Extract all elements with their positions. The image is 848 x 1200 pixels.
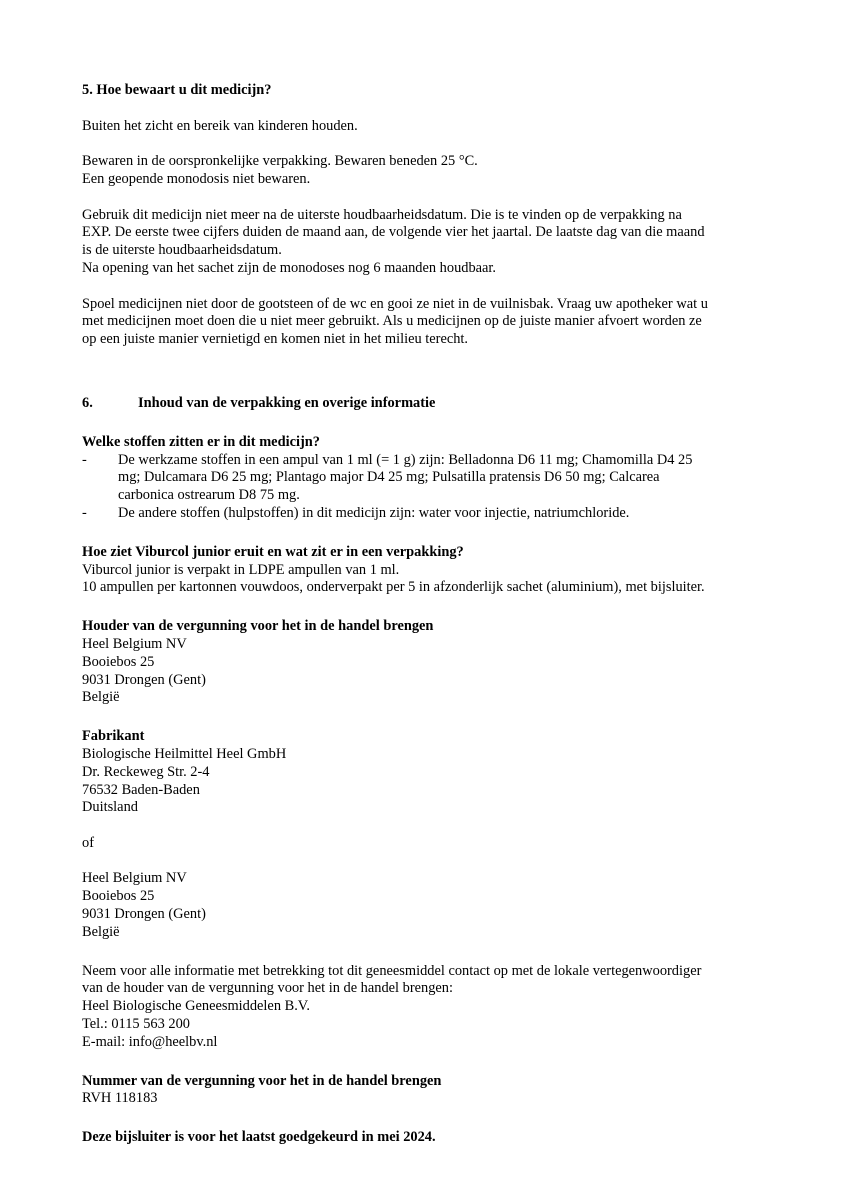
manufacturer-address-line: Dr. Reckeweg Str. 2-4	[82, 763, 210, 780]
list-item	[82, 452, 775, 505]
spacer	[82, 853, 775, 871]
holder-address-line: Heel Belgium NV	[82, 635, 187, 652]
holder-address-line: Booiebos 25	[82, 653, 155, 670]
dash-bullet-icon: -	[82, 504, 87, 521]
disposal-line-1: Spoel medicijnen niet door de gootsteen of de wc en gooi ze niet in de vuilnisbak. Vraag uw apotheker wat u	[82, 295, 708, 312]
appearance-heading: Hoe ziet Viburcol junior eruit en wat zit er in een verpakking?	[82, 543, 464, 560]
spacer	[82, 942, 775, 963]
holder-address-line: België	[82, 689, 120, 706]
spacer	[82, 817, 775, 835]
expiry-line-4: Na opening van het sachet zijn de monodoses nog 6 maanden houdbaar.	[82, 259, 497, 276]
excipients-line-1: De andere stoffen (hulpstoffen) in dit medicijn zijn: water voor injectie, natriumchloride.	[118, 504, 630, 521]
representative-email: E-mail: info@heelbv.nl	[82, 1033, 218, 1050]
storage-condition-line-2: Een geopende monodosis niet bewaren.	[82, 170, 311, 187]
representative-line-2: van de houder van de vergunning voor het in de handel brengen:	[82, 980, 453, 997]
representative-telephone: Tel.: 0115 563 200	[82, 1016, 190, 1033]
expiry-line-3: is de uiterste houdbaarheidsdatum.	[82, 242, 282, 259]
manufacturer-or-label: of	[82, 834, 94, 851]
section-6-number: 6.	[82, 394, 93, 411]
expiry-line-2: EXP. De eerste twee cijfers duiden de maand aan, de volgende vier het jaartal. De laatste dag van die maand	[82, 224, 705, 241]
spacer	[82, 349, 775, 395]
representative-name: Heel Biologische Geneesmiddelen B.V.	[82, 998, 310, 1015]
substances-list	[82, 452, 775, 523]
manufacturer-address-line: Biologische Heilmittel Heel GmbH	[82, 745, 287, 762]
representative-line-1: Neem voor alle informatie met betrekking tot dit geneesmiddel contact op met de lokale vertegenwoordiger	[82, 962, 702, 979]
spacer	[82, 707, 775, 728]
active-substances-line-1: De werkzame stoffen in een ampul van 1 ml (= 1 g) zijn: Belladonna D6 11 mg; Chamomilla D4 25	[118, 451, 693, 468]
holder-address-line: 9031 Drongen (Gent)	[82, 671, 206, 688]
active-substances-line-3: carbonica ostrearum D8 75 mg.	[118, 487, 300, 504]
excipients-text	[118, 505, 775, 523]
section-6-heading	[82, 395, 775, 413]
spacer	[82, 523, 775, 544]
spacer	[82, 189, 775, 207]
active-substances-line-2: mg; Dulcamara D6 25 mg; Plantago major D4 25 mg; Pulsatilla pratensis D6 50 mg; Calcarea	[118, 469, 660, 486]
licence-number-value: RVH 118183	[82, 1090, 158, 1107]
holder-heading: Houder van de vergunning voor het in de handel brengen	[82, 618, 434, 635]
disposal-line-2: met medicijnen moet doen die u niet meer gebruikt. Als u medicijnen op de juiste manier afvoert worden ze	[82, 313, 702, 330]
storage-condition-line-1: Bewaren in de oorspronkelijke verpakking. Bewaren beneden 25 °C.	[82, 153, 478, 170]
document-body	[82, 82, 775, 1147]
spacer	[82, 413, 775, 434]
disposal-line-3: op een juiste manier vernietigd en komen niet in het milieu terecht.	[82, 331, 469, 348]
appearance-line-1: Viburcol junior is verpakt in LDPE ampullen van 1 ml.	[82, 561, 400, 578]
appearance-line-2: 10 ampullen per kartonnen vouwdoos, onderverpakt per 5 in afzonderlijk sachet (aluminium), met bijsluiter.	[82, 579, 705, 596]
manufacturer-2-address-line: 9031 Drongen (Gent)	[82, 906, 206, 923]
dash-bullet-icon: -	[82, 451, 87, 468]
licence-number-heading: Nummer van de vergunning voor het in de handel brengen	[82, 1072, 442, 1089]
manufacturer-heading: Fabrikant	[82, 728, 145, 745]
spacer	[82, 135, 775, 153]
active-substances-text	[118, 452, 775, 505]
section-5-heading: 5. Hoe bewaart u dit medicijn?	[82, 82, 272, 98]
expiry-line-1: Gebruik dit medicijn niet meer na de uiterste houdbaarheidsdatum. Die is te vinden op de verpakking na	[82, 206, 682, 223]
manufacturer-address-line: 76532 Baden-Baden	[82, 781, 200, 798]
manufacturer-2-address-line: Booiebos 25	[82, 888, 155, 905]
approval-date-statement: Deze bijsluiter is voor het laatst goedgekeurd in mei 2024.	[82, 1129, 436, 1146]
keep-out-of-reach-text: Buiten het zicht en bereik van kinderen houden.	[82, 117, 358, 134]
manufacturer-2-address-line: België	[82, 923, 120, 940]
spacer	[82, 100, 775, 118]
manufacturer-address-line: Duitsland	[82, 799, 138, 816]
spacer	[82, 597, 775, 618]
list-item	[82, 505, 775, 523]
spacer	[82, 1108, 775, 1129]
substances-heading: Welke stoffen zitten er in dit medicijn?	[82, 433, 320, 450]
spacer	[82, 278, 775, 296]
manufacturer-2-address-line: Heel Belgium NV	[82, 870, 187, 887]
section-6-title: Inhoud van de verpakking en overige informatie	[138, 394, 436, 411]
spacer	[82, 1052, 775, 1073]
